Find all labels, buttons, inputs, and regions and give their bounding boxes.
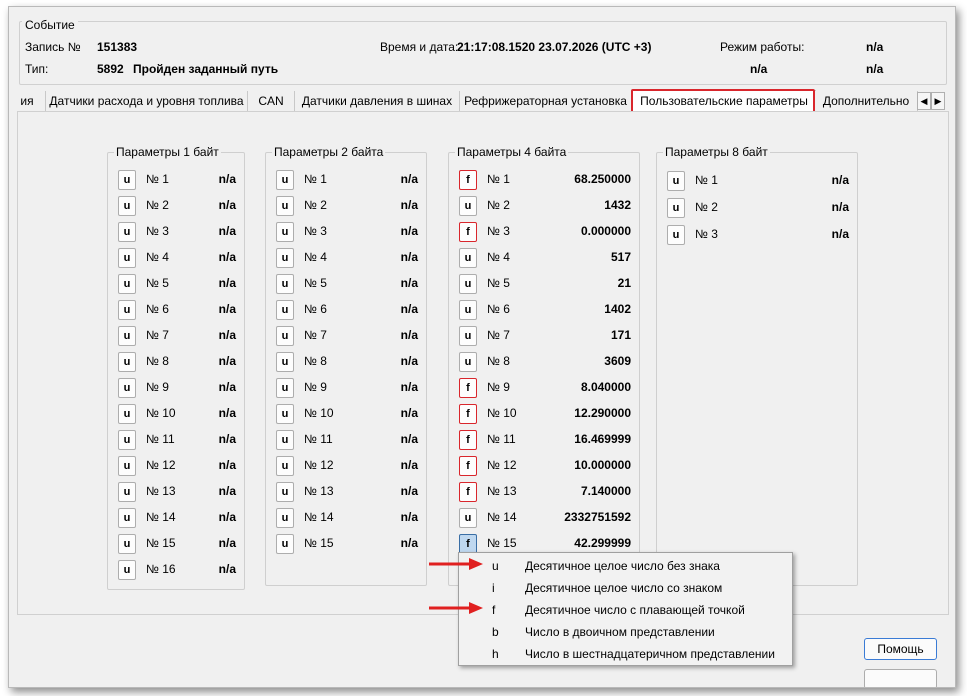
mode-label: Режим работы: — [720, 40, 805, 54]
param-row — [108, 248, 244, 270]
type-toggle-button[interactable]: u — [276, 430, 294, 450]
tab-label: Пользовательские параметры — [640, 94, 808, 108]
param-value: n/a — [400, 328, 418, 342]
param-row — [449, 352, 639, 374]
param-label: № 12 — [304, 458, 334, 472]
param-row — [108, 170, 244, 192]
param-value: n/a — [218, 536, 236, 550]
param-row — [108, 196, 244, 218]
param-label: № 1 — [487, 172, 510, 186]
param-row — [108, 222, 244, 244]
param-value: 42.299999 — [574, 536, 631, 550]
param-label: № 4 — [304, 250, 327, 264]
group-legend: Параметры 8 байт — [665, 145, 768, 159]
param-value: n/a — [400, 276, 418, 290]
datetime-value: 21:17:08.1520 23.07.2026 (UTC +3) — [457, 40, 652, 54]
type-toggle-button[interactable]: u — [459, 508, 477, 528]
param-row — [266, 534, 426, 556]
param-label: № 2 — [304, 198, 327, 212]
param-value: 8.040000 — [580, 380, 631, 394]
tab-label: Рефрижераторная установка — [464, 94, 627, 108]
param-value: n/a — [831, 200, 849, 214]
type-toggle-button[interactable]: u — [276, 300, 294, 320]
type-toggle-button[interactable]: f — [459, 534, 477, 554]
type-toggle-button[interactable]: u — [118, 508, 136, 528]
param-row — [657, 198, 857, 220]
event-window — [8, 6, 956, 688]
param-label: № 2 — [695, 200, 718, 214]
param-row — [266, 222, 426, 244]
type-toggle-button[interactable]: u — [276, 482, 294, 502]
type-toggle-button[interactable]: u — [667, 171, 685, 191]
tab-label: Датчики расхода и уровня топлива — [49, 94, 244, 108]
tab-label: Дополнительно — [822, 94, 910, 108]
type-toggle-button[interactable]: u — [118, 482, 136, 502]
type-toggle-button[interactable]: u — [276, 222, 294, 242]
type-toggle-button[interactable]: u — [276, 352, 294, 372]
param-row — [266, 326, 426, 348]
param-row — [449, 248, 639, 270]
menu-item-unsigned[interactable] — [459, 555, 792, 577]
tab-label: Датчики давления в шинах — [301, 94, 453, 108]
param-row — [449, 300, 639, 322]
param-label: № 1 — [695, 173, 718, 187]
param-label: № 8 — [146, 354, 169, 368]
param-row — [108, 300, 244, 322]
datetime-label: Время и дата: — [380, 40, 459, 54]
group-params-8-byte — [656, 145, 858, 586]
param-label: № 10 — [487, 406, 517, 420]
param-label: № 5 — [304, 276, 327, 290]
type-toggle-button[interactable]: u — [459, 326, 477, 346]
type-toggle-button[interactable]: u — [459, 248, 477, 268]
extra-value-1: n/a — [750, 62, 768, 76]
type-toggle-button[interactable]: u — [459, 196, 477, 216]
param-row — [266, 378, 426, 400]
menu-key: b — [492, 625, 499, 639]
param-label: № 1 — [146, 172, 169, 186]
type-toggle-button[interactable]: u — [276, 196, 294, 216]
param-label: № 7 — [304, 328, 327, 342]
type-toggle-button[interactable]: u — [276, 404, 294, 424]
param-value: n/a — [400, 536, 418, 550]
param-label: № 15 — [304, 536, 334, 550]
type-label: Тип: — [25, 62, 49, 76]
menu-text: Число в двоичном представлении — [525, 625, 715, 639]
type-code: 5892 — [97, 62, 124, 76]
param-row — [108, 404, 244, 426]
param-label: № 3 — [487, 224, 510, 238]
close-button[interactable] — [864, 669, 937, 688]
param-value: n/a — [218, 380, 236, 394]
param-label: № 11 — [487, 432, 516, 446]
menu-item-signed[interactable] — [459, 577, 792, 599]
param-value: n/a — [218, 432, 236, 446]
param-label: № 1 — [304, 172, 327, 186]
param-value: n/a — [218, 510, 236, 524]
param-label: № 11 — [146, 432, 175, 446]
param-row — [449, 222, 639, 244]
param-row — [266, 352, 426, 374]
param-label: № 9 — [146, 380, 169, 394]
param-row — [266, 170, 426, 192]
param-label: № 14 — [304, 510, 334, 524]
param-value: n/a — [400, 354, 418, 368]
param-row — [449, 508, 639, 530]
param-label: № 8 — [487, 354, 510, 368]
menu-item-float[interactable] — [459, 599, 792, 621]
param-value: n/a — [218, 276, 236, 290]
param-label: № 4 — [487, 250, 510, 264]
param-value: n/a — [400, 198, 418, 212]
param-row — [657, 171, 857, 193]
menu-text: Десятичное число с плавающей точкой — [525, 603, 745, 617]
tab-label: CAN — [258, 94, 284, 108]
param-row — [266, 248, 426, 270]
param-label: № 11 — [304, 432, 333, 446]
param-label: № 6 — [146, 302, 169, 316]
param-value: n/a — [218, 354, 236, 368]
param-label: № 16 — [146, 562, 176, 576]
arrow-unsigned-icon — [427, 557, 487, 571]
param-row — [449, 378, 639, 400]
type-toggle-button[interactable]: u — [118, 196, 136, 216]
param-row — [266, 430, 426, 452]
param-value: 1402 — [604, 302, 631, 316]
tab-label: ия — [20, 94, 34, 108]
param-label: № 3 — [695, 227, 718, 241]
param-value: 16.469999 — [574, 432, 631, 446]
param-value: n/a — [218, 302, 236, 316]
group-legend: Параметры 1 байт — [116, 145, 219, 159]
param-label: № 7 — [146, 328, 169, 342]
type-toggle-button[interactable]: u — [118, 222, 136, 242]
type-toggle-button[interactable]: u — [276, 378, 294, 398]
param-row — [449, 196, 639, 218]
menu-text: Десятичное целое число без знака — [525, 559, 720, 573]
tab-scroll-left-icon[interactable]: ◀ — [917, 92, 931, 110]
param-value: 0.000000 — [580, 224, 631, 238]
param-value: n/a — [831, 227, 849, 241]
menu-key: i — [492, 581, 495, 595]
menu-key: u — [492, 559, 499, 573]
type-toggle-button[interactable]: u — [118, 430, 136, 450]
type-toggle-button[interactable]: u — [118, 274, 136, 294]
param-value: n/a — [218, 484, 236, 498]
menu-item-hex[interactable] — [459, 643, 792, 665]
param-label: № 14 — [487, 510, 517, 524]
param-value: n/a — [218, 328, 236, 342]
param-label: № 9 — [487, 380, 510, 394]
param-row — [449, 482, 639, 504]
group-params-1-byte — [107, 145, 245, 590]
group-legend: Параметры 2 байта — [274, 145, 384, 159]
type-toggle-button[interactable]: u — [118, 378, 136, 398]
param-value: n/a — [400, 172, 418, 186]
param-value: n/a — [218, 250, 236, 264]
tab-tire-pressure[interactable] — [295, 91, 460, 111]
type-toggle-button[interactable]: u — [667, 225, 685, 245]
param-label: № 6 — [487, 302, 510, 316]
param-value: 2332751592 — [564, 510, 631, 524]
param-row — [108, 326, 244, 348]
group-legend: Параметры 4 байта — [457, 145, 567, 159]
type-toggle-button[interactable]: f — [459, 404, 477, 424]
param-label: № 14 — [146, 510, 176, 524]
param-row — [108, 430, 244, 452]
param-row — [108, 456, 244, 478]
type-toggle-button[interactable]: u — [667, 198, 685, 218]
param-row — [266, 508, 426, 530]
param-value: 171 — [610, 328, 631, 342]
type-toggle-button[interactable]: u — [276, 170, 294, 190]
param-label: № 3 — [146, 224, 169, 238]
record-value: 151383 — [97, 40, 138, 54]
type-toggle-button[interactable]: u — [459, 274, 477, 294]
param-label: № 8 — [304, 354, 327, 368]
param-label: № 10 — [146, 406, 176, 420]
param-row — [108, 534, 244, 556]
type-toggle-button[interactable]: u — [118, 404, 136, 424]
type-toggle-button[interactable]: u — [118, 352, 136, 372]
type-toggle-button[interactable]: u — [276, 326, 294, 346]
param-value: 12.290000 — [574, 406, 631, 420]
type-toggle-button[interactable]: u — [276, 248, 294, 268]
param-row — [449, 404, 639, 426]
menu-text: Число в шестнадцатеричном представлении — [525, 647, 775, 661]
param-label: № 15 — [487, 536, 517, 550]
tab-scroll-right-icon[interactable]: ▶ — [931, 92, 945, 110]
param-value: n/a — [400, 406, 418, 420]
tab-additional[interactable] — [815, 91, 918, 111]
param-value: 10.000000 — [574, 458, 631, 472]
param-label: № 2 — [487, 198, 510, 212]
param-row — [266, 196, 426, 218]
param-label: № 13 — [487, 484, 517, 498]
type-toggle-button[interactable]: u — [118, 248, 136, 268]
tab-fuel-sensors[interactable] — [46, 91, 248, 111]
type-toggle-button[interactable]: f — [459, 482, 477, 502]
type-toggle-button[interactable]: f — [459, 170, 477, 190]
type-context-menu — [458, 552, 793, 666]
param-label: № 2 — [146, 198, 169, 212]
type-toggle-button[interactable]: u — [118, 300, 136, 320]
type-toggle-button[interactable]: f — [459, 222, 477, 242]
extra-value-2: n/a — [866, 62, 884, 76]
type-toggle-button[interactable]: f — [459, 378, 477, 398]
param-label: № 5 — [487, 276, 510, 290]
param-value: 21 — [617, 276, 631, 290]
param-row — [266, 300, 426, 322]
param-row — [449, 274, 639, 296]
param-value: n/a — [400, 432, 418, 446]
tab-can[interactable] — [248, 91, 295, 111]
param-row — [266, 482, 426, 504]
param-value: n/a — [400, 250, 418, 264]
param-value: n/a — [218, 406, 236, 420]
param-value: n/a — [400, 380, 418, 394]
help-button[interactable]: Помощь — [864, 638, 937, 660]
param-value: n/a — [400, 302, 418, 316]
param-row — [108, 274, 244, 296]
group-params-2-byte — [265, 145, 427, 586]
param-value: n/a — [400, 224, 418, 238]
param-value: n/a — [400, 484, 418, 498]
param-row — [266, 456, 426, 478]
menu-key: h — [492, 647, 499, 661]
param-value: 517 — [610, 250, 631, 264]
type-toggle-button[interactable]: u — [276, 534, 294, 554]
type-toggle-button[interactable]: u — [459, 352, 477, 372]
param-row — [266, 274, 426, 296]
param-value: n/a — [400, 458, 418, 472]
menu-text: Десятичное целое число со знаком — [525, 581, 723, 595]
type-toggle-button[interactable]: f — [459, 430, 477, 450]
param-value: 3609 — [604, 354, 631, 368]
param-row — [108, 378, 244, 400]
param-row — [449, 170, 639, 192]
type-toggle-button[interactable]: u — [459, 300, 477, 320]
param-label: № 12 — [487, 458, 517, 472]
param-label: № 13 — [146, 484, 176, 498]
param-value: 7.140000 — [580, 484, 631, 498]
type-toggle-button[interactable]: u — [118, 456, 136, 476]
param-label: № 10 — [304, 406, 334, 420]
param-label: № 7 — [487, 328, 510, 342]
tab-partial[interactable] — [9, 91, 46, 111]
param-row — [449, 456, 639, 478]
param-row — [266, 404, 426, 426]
group-params-4-byte — [448, 145, 640, 586]
mode-value: n/a — [866, 40, 884, 54]
param-value: n/a — [218, 458, 236, 472]
param-value: n/a — [218, 562, 236, 576]
param-row — [108, 482, 244, 504]
type-toggle-button[interactable]: u — [276, 456, 294, 476]
param-value: 1432 — [604, 198, 631, 212]
record-label: Запись № — [25, 40, 81, 54]
param-label: № 3 — [304, 224, 327, 238]
type-name: Пройден заданный путь — [133, 62, 279, 76]
param-row — [449, 430, 639, 452]
param-label: № 6 — [304, 302, 327, 316]
param-row — [108, 352, 244, 374]
event-legend: Событие — [22, 18, 78, 32]
param-value: n/a — [218, 172, 236, 186]
type-toggle-button[interactable]: u — [276, 274, 294, 294]
menu-key: f — [492, 603, 496, 617]
param-label: № 13 — [304, 484, 334, 498]
tab-refrigerator[interactable] — [460, 91, 632, 111]
tab-panel — [17, 111, 949, 615]
param-row — [108, 560, 244, 582]
type-toggle-button[interactable]: f — [459, 456, 477, 476]
type-toggle-button[interactable]: u — [118, 326, 136, 346]
param-row — [657, 225, 857, 247]
param-label: № 4 — [146, 250, 169, 264]
type-toggle-button[interactable]: u — [118, 534, 136, 554]
param-value: n/a — [400, 510, 418, 524]
arrow-float-icon — [427, 601, 487, 615]
param-row — [108, 508, 244, 530]
param-label: № 9 — [304, 380, 327, 394]
param-value: n/a — [218, 198, 236, 212]
param-value: n/a — [831, 173, 849, 187]
param-label: № 12 — [146, 458, 176, 472]
type-toggle-button[interactable]: u — [118, 560, 136, 580]
type-toggle-button[interactable]: u — [276, 508, 294, 528]
menu-item-binary[interactable] — [459, 621, 792, 643]
param-row — [449, 326, 639, 348]
type-toggle-button[interactable]: u — [118, 170, 136, 190]
param-label: № 5 — [146, 276, 169, 290]
param-value: n/a — [218, 224, 236, 238]
param-label: № 15 — [146, 536, 176, 550]
param-value: 68.250000 — [574, 172, 631, 186]
